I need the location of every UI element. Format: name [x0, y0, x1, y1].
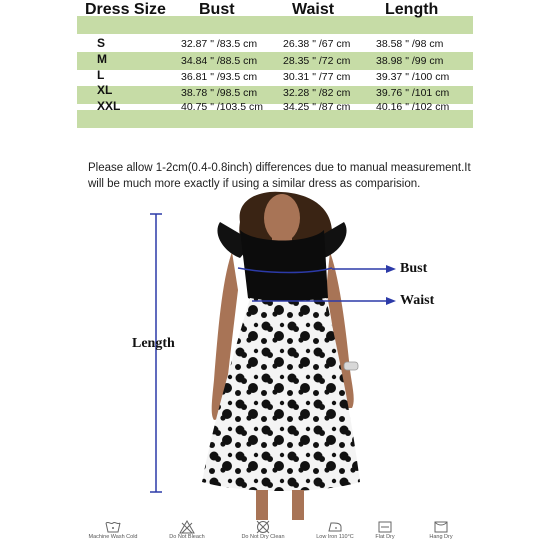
care-label-hang-dry: Hang Dry	[429, 534, 453, 540]
care-instructions	[80, 520, 480, 550]
care-label-machine-wash: Machine Wash Cold	[88, 534, 138, 540]
bust-s: 32.87 " /83.5 cm	[181, 38, 258, 50]
length-m: 38.98 " /99 cm	[376, 55, 444, 67]
care-label-no-bleach: Do Not Bleach	[169, 534, 205, 540]
waist-xxl: 34.25 " /87 cm	[283, 101, 351, 113]
size-chart-table	[77, 0, 473, 128]
size-xl: XL	[97, 83, 113, 97]
flat-dry-icon	[377, 520, 393, 534]
care-item-hang-dry	[406, 520, 476, 540]
header-bust: Bust	[199, 1, 235, 18]
care-label-low-iron: Low Iron 110°C	[316, 534, 354, 540]
dress-measurement-figure	[0, 190, 550, 520]
length-l: 39.37 " /100 cm	[376, 71, 450, 83]
size-l: L	[97, 68, 105, 82]
bust-l: 36.81 " /93.5 cm	[181, 71, 258, 83]
machine-wash-cold-icon	[105, 520, 121, 534]
waist-label: Waist	[400, 293, 435, 308]
care-item-machine-wash	[78, 520, 148, 540]
low-iron-icon	[327, 520, 343, 534]
hang-dry-icon	[433, 520, 449, 534]
size-m: M	[97, 52, 107, 66]
length-xl: 39.76 " /101 cm	[376, 87, 450, 99]
waist-s: 26.38 " /67 cm	[283, 38, 351, 50]
header-waist: Waist	[292, 1, 335, 18]
care-label-no-dry-clean: Do Not Dry Clean	[241, 534, 285, 540]
care-label-flat-dry: Flat Dry	[375, 534, 395, 540]
header-dress-size: Dress Size	[85, 1, 166, 18]
bust-label: Bust	[400, 261, 428, 276]
care-item-no-bleach	[152, 520, 222, 540]
waist-xl: 32.28 " /82 cm	[283, 87, 351, 99]
length-guide-line	[150, 214, 162, 492]
dress-illustration	[0, 190, 550, 520]
care-item-no-dry-clean	[228, 520, 298, 540]
length-s: 38.58 " /98 cm	[376, 38, 444, 50]
bust-xl: 38.78 " /98.5 cm	[181, 87, 258, 99]
do-not-bleach-icon	[179, 520, 195, 534]
bust-xxl: 40.75 " /103.5 cm	[181, 101, 263, 113]
size-xxl: XXL	[97, 99, 121, 113]
length-xxl: 40.16 " /102 cm	[376, 101, 450, 113]
measurement-note: Please allow 1-2cm(0.4-0.8inch) differences due to manual measurement.It will be much more exactly if using a similar dress as comparision.	[88, 162, 471, 190]
header-length: Length	[385, 1, 439, 18]
length-label: Length	[132, 336, 175, 351]
do-not-dry-clean-icon	[255, 520, 271, 534]
size-s: S	[97, 36, 106, 50]
waist-m: 28.35 " /72 cm	[283, 55, 351, 67]
bust-m: 34.84 " /88.5 cm	[181, 55, 258, 67]
waist-l: 30.31 " /77 cm	[283, 71, 351, 83]
